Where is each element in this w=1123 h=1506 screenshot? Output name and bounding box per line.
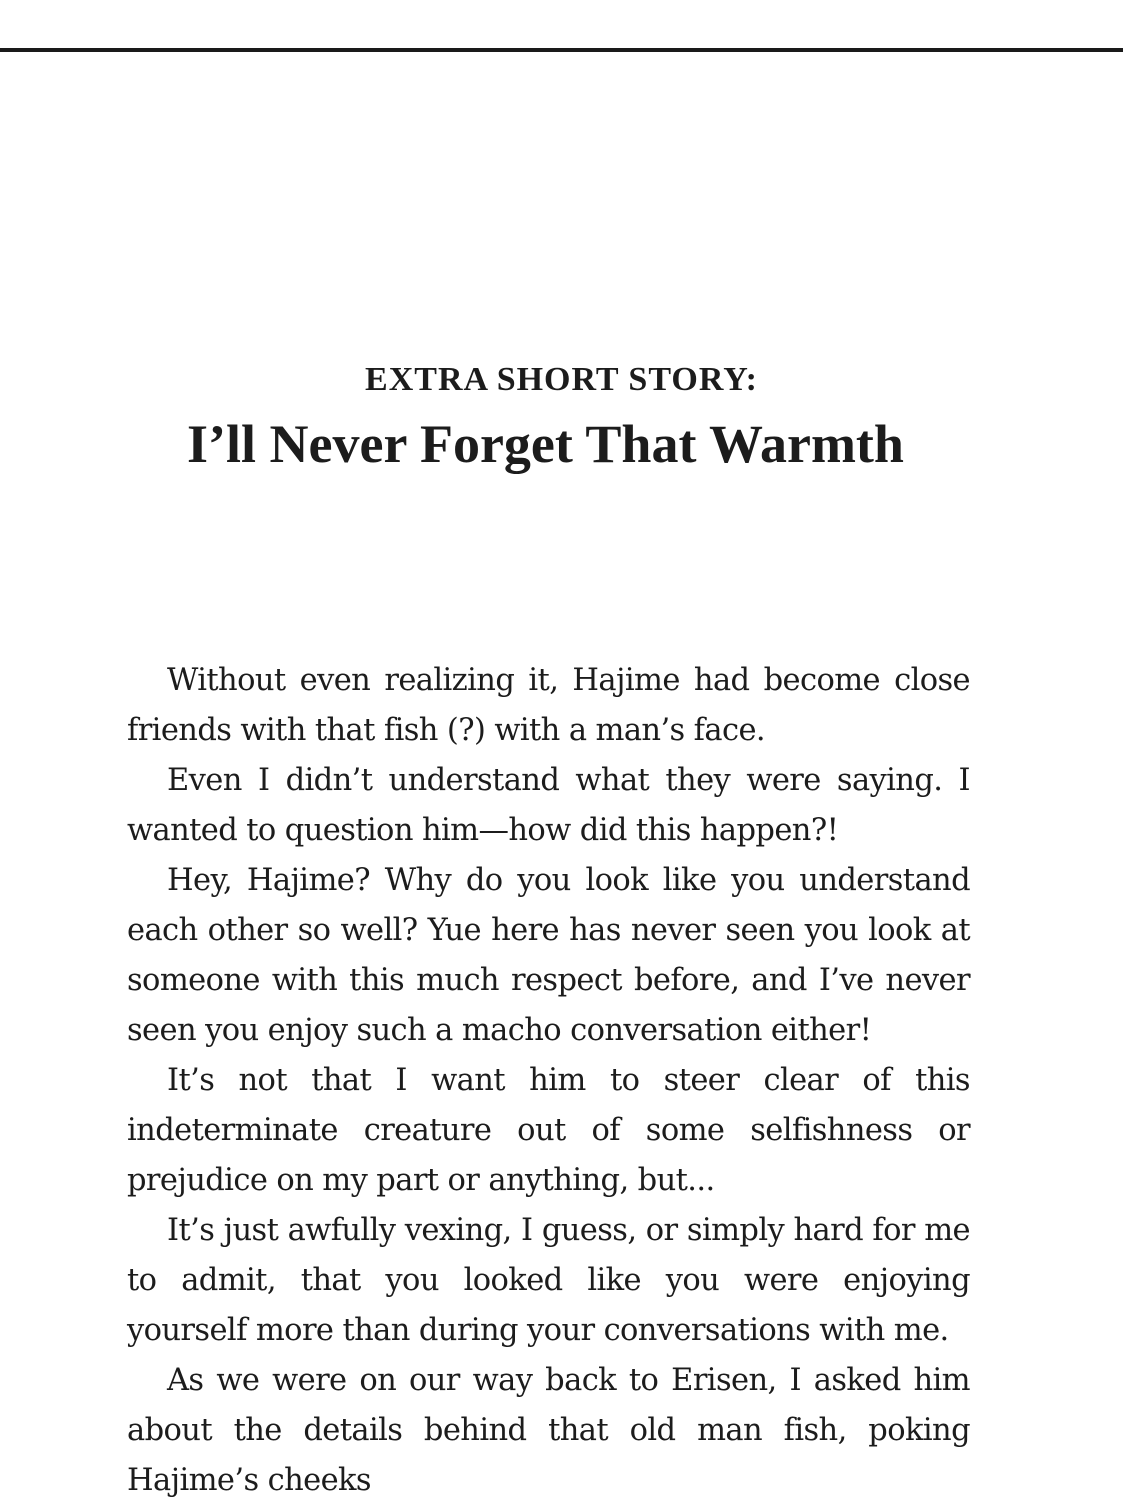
paragraph: Even I didn’t understand what they were saying. I wanted to question him—how did this happen?! <box>127 763 970 848</box>
paragraph: Hey, Hajime? Why do you look like you understand each other so well? Yue here has never seen you look at someone with this much respect before, and I’ve never seen you enjoy such a macho conversation either! <box>127 863 970 1048</box>
body-text <box>127 656 970 1506</box>
top-rule <box>0 48 1123 52</box>
chapter-kicker: EXTRA SHORT STORY: <box>365 361 758 398</box>
paragraph: Without even realizing it, Hajime had become close friends with that fish (?) with a man’s face. <box>127 663 970 748</box>
chapter-title: I’ll Never Forget That Warmth <box>187 414 904 474</box>
paragraph: As we were on our way back to Erisen, I asked him about the details behind that old man fish, poking Hajime’s cheeks <box>127 1363 970 1498</box>
paragraph: It’s not that I want him to steer clear of this indeterminate creature out of some selfishness or prejudice on my part or anything, but... <box>127 1063 970 1198</box>
paragraph: It’s just awfully vexing, I guess, or simply hard for me to admit, that you looked like you were enjoying yourself more than during your conversations with me. <box>127 1213 970 1348</box>
